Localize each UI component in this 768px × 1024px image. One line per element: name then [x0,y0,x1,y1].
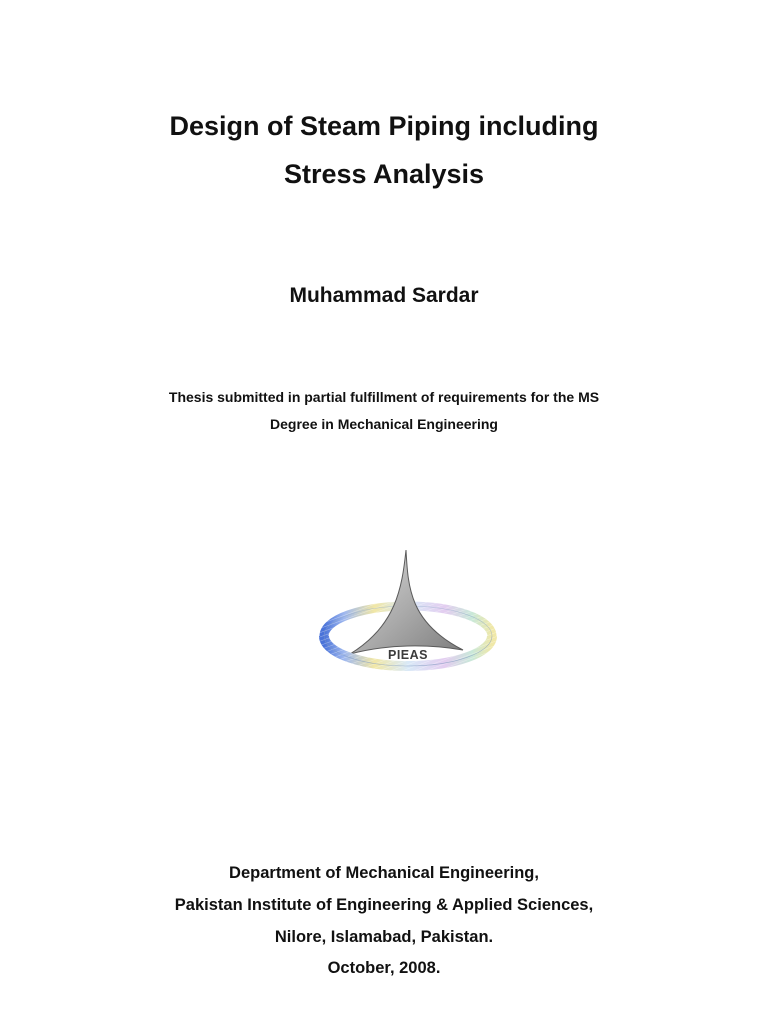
thesis-statement-line-2: Degree in Mechanical Engineering [270,416,498,432]
author-name: Muhammad Sardar [289,284,479,307]
submission-date: October, 2008. [327,959,441,977]
thesis-title-line-1: Design of Steam Piping including [169,111,599,141]
department-name: Department of Mechanical Engineering, [229,864,539,882]
institute-name: Pakistan Institute of Engineering & Applied Sciences, [174,896,594,914]
institute-location: Nilore, Islamabad, Pakistan. [274,928,494,946]
thesis-statement-line-1: Thesis submitted in partial fulfillment of requirements for the MS [168,389,600,405]
logo-text: PIEAS [387,648,428,662]
thesis-title-line-2: Stress Analysis [283,159,485,189]
